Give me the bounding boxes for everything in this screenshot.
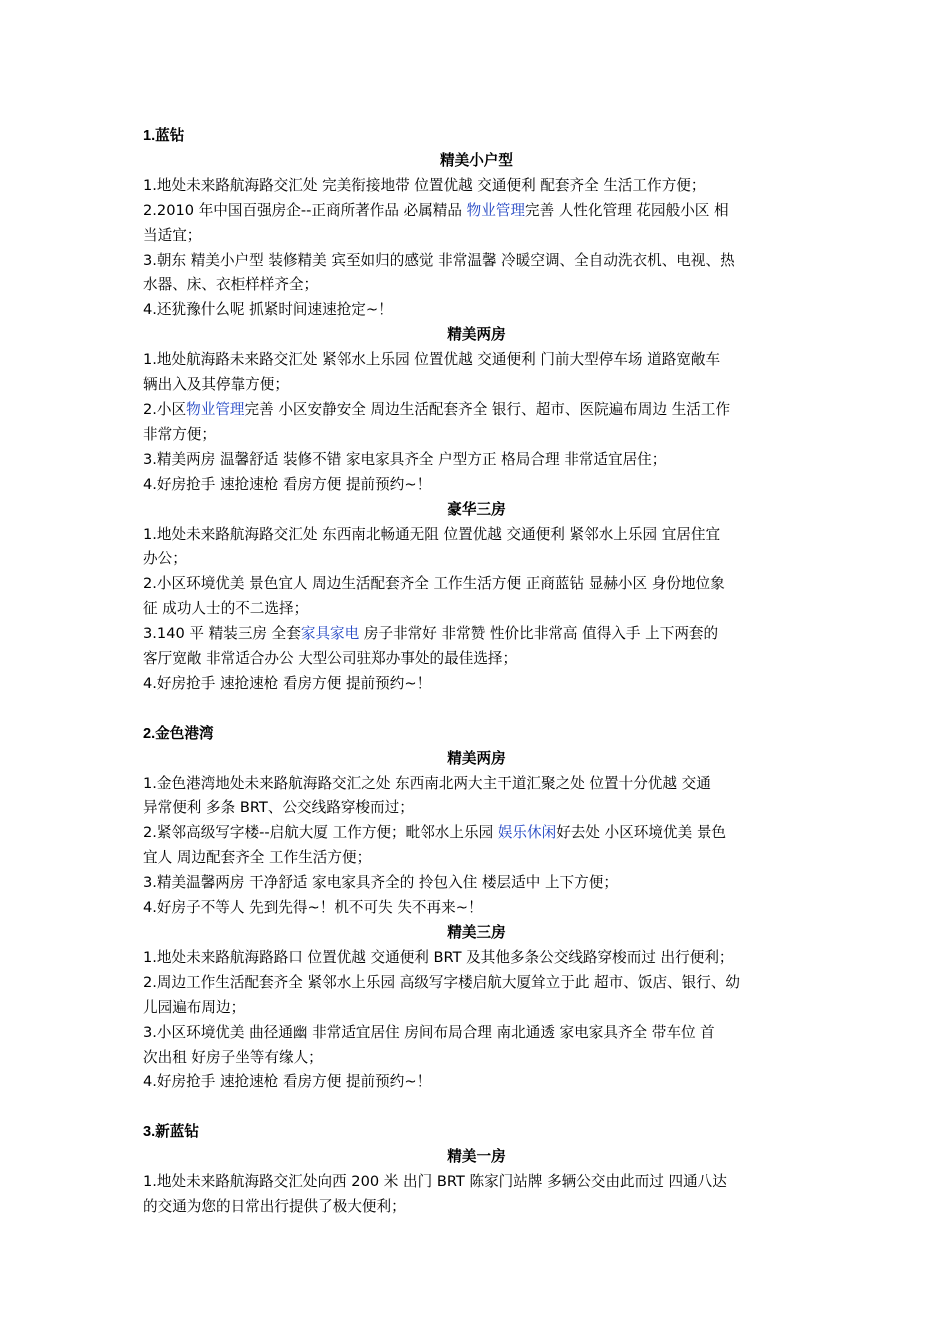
listing-line: 的交通为您的日常出行提供了极大便利； xyxy=(143,1197,406,1215)
listing-heading: 豪华三房 xyxy=(447,500,506,518)
listing-line: 水器、床、衣柜样样齐全； xyxy=(143,276,319,294)
line-text: 2.小区 xyxy=(143,400,187,418)
listing-line: 3.精美两房 温馨舒适 装修不错 家电家具齐全 户型方正 格局合理 非常适宜居住； xyxy=(143,450,667,468)
listing-line: 1.地处未来路航海路交汇处向西 200 米 出门 BRT 陈家门站牌 多辆公交由此而过 四通八达 xyxy=(143,1173,727,1191)
listing-line: 办公； xyxy=(143,550,187,568)
section-spacer xyxy=(143,1095,810,1120)
listing-line: 4.好房抢手 速抢速枪 看房方便 提前预约~！ xyxy=(143,1073,432,1091)
listing-line: 1.金色港湾地处未来路航海路交汇之处 东西南北两大主干道汇聚之处 位置十分优越 交通 xyxy=(143,774,711,792)
keyword-link[interactable]: 娱乐休闲 xyxy=(497,824,557,842)
listing-line xyxy=(143,199,810,224)
listing-line: 客厅宽敞 非常适合办公 大型公司驻郑办事处的最佳选择； xyxy=(143,650,518,668)
listing-heading: 精美两房 xyxy=(447,326,506,344)
line-text: 完善 人性化管理 花园般小区 相 xyxy=(525,201,729,219)
keyword-link[interactable]: 物业管理 xyxy=(186,400,245,418)
listing-line: 1.地处未来路航海路交汇处 完美衔接地带 位置优越 交通便利 配套齐全 生活工作方便； xyxy=(143,176,706,194)
line-text: 好去处 小区环境优美 景色 xyxy=(556,824,727,842)
listing-line: 1.地处航海路未来路交汇处 紧邻水上乐园 位置优越 交通便利 门前大型停车场 道路宽敞车 xyxy=(143,351,721,369)
listing-line: 1.地处未来路航海路路口 位置优越 交通便利 BRT 及其他多条公交线路穿梭而过 出行便利； xyxy=(143,948,734,966)
listing-line: 宜人 周边配套齐全 工作生活方便； xyxy=(143,849,372,867)
line-text: 2.紧邻高级写字楼--启航大厦 工作方便；毗邻水上乐园 xyxy=(143,824,498,842)
listing-line xyxy=(143,821,810,846)
listing-line: 3.精美温馨两房 干净舒适 家电家具齐全的 拎包入住 楼层适中 上下方便； xyxy=(143,874,618,892)
listing-line: 2.周边工作生活配套齐全 紧邻水上乐园 高级写字楼启航大厦耸立于此 超市、饭店、银行、幼 xyxy=(143,973,741,991)
listing-line: 4.好房抢手 速抢速枪 看房方便 提前预约~！ xyxy=(143,475,432,493)
document-body xyxy=(143,124,810,1220)
section-title: 2.金色港湾 xyxy=(143,725,214,742)
keyword-link[interactable]: 物业管理 xyxy=(466,201,525,219)
listing-heading: 精美两房 xyxy=(447,749,506,767)
line-text: 3.140 平 精装三房 全套 xyxy=(143,625,301,643)
listing-line: 4.还犹豫什么呢 抓紧时间速速抢定~！ xyxy=(143,301,393,319)
section-title: 1.蓝钻 xyxy=(143,128,185,144)
line-text: 2.2010 年中国百强房企--正商所著作品 必属精品 xyxy=(143,201,467,219)
section-spacer xyxy=(143,697,810,722)
listing-line: 3.小区环境优美 曲径通幽 非常适宜居住 房间布局合理 南北通透 家电家具齐全 带车位 首 xyxy=(143,1023,715,1041)
listing-heading: 精美三房 xyxy=(447,923,506,941)
section-title: 3.新蓝钻 xyxy=(143,1124,199,1141)
listing-line: 1.地处未来路航海路交汇处 东西南北畅通无阻 位置优越 交通便利 紧邻水上乐园 宜居住宜 xyxy=(143,525,721,543)
listing-heading: 精美一房 xyxy=(447,1148,506,1166)
line-text: 房子非常好 非常赞 性价比非常高 值得入手 上下两套的 xyxy=(359,625,719,643)
listing-line: 儿园遍布周边； xyxy=(143,998,246,1016)
listing-line: 当适宜； xyxy=(143,226,202,244)
listing-line: 异常便利 多条 BRT、公交线路穿梭而过； xyxy=(143,799,414,817)
keyword-link[interactable]: 家具家电 xyxy=(300,625,360,643)
listing-line: 辆出入及其停靠方便； xyxy=(143,376,289,394)
listing-line: 4.好房子不等人 先到先得~！机不可失 失不再来~！ xyxy=(143,899,483,917)
listing-line: 次出租 好房子坐等有缘人； xyxy=(143,1048,323,1066)
line-text: 完善 小区安静安全 周边生活配套齐全 银行、超市、医院遍布周边 生活工作 xyxy=(244,400,731,418)
listing-line: 4.好房抢手 速抢速枪 看房方便 提前预约~！ xyxy=(143,674,432,692)
listing-line: 2.小区环境优美 景色宜人 周边生活配套齐全 工作生活方便 正商蓝钻 显赫小区 身份地位象 xyxy=(143,575,725,593)
listing-line xyxy=(143,398,810,423)
listing-line: 非常方便； xyxy=(143,425,216,443)
listing-line xyxy=(143,622,810,647)
listing-line: 征 成功人士的不二选择； xyxy=(143,600,309,618)
listing-line: 3.朝东 精美小户型 装修精美 宾至如归的感觉 非常温馨 冷暖空调、全自动洗衣机、电视、热 xyxy=(143,251,735,269)
listing-heading: 精美小户型 xyxy=(440,151,513,169)
